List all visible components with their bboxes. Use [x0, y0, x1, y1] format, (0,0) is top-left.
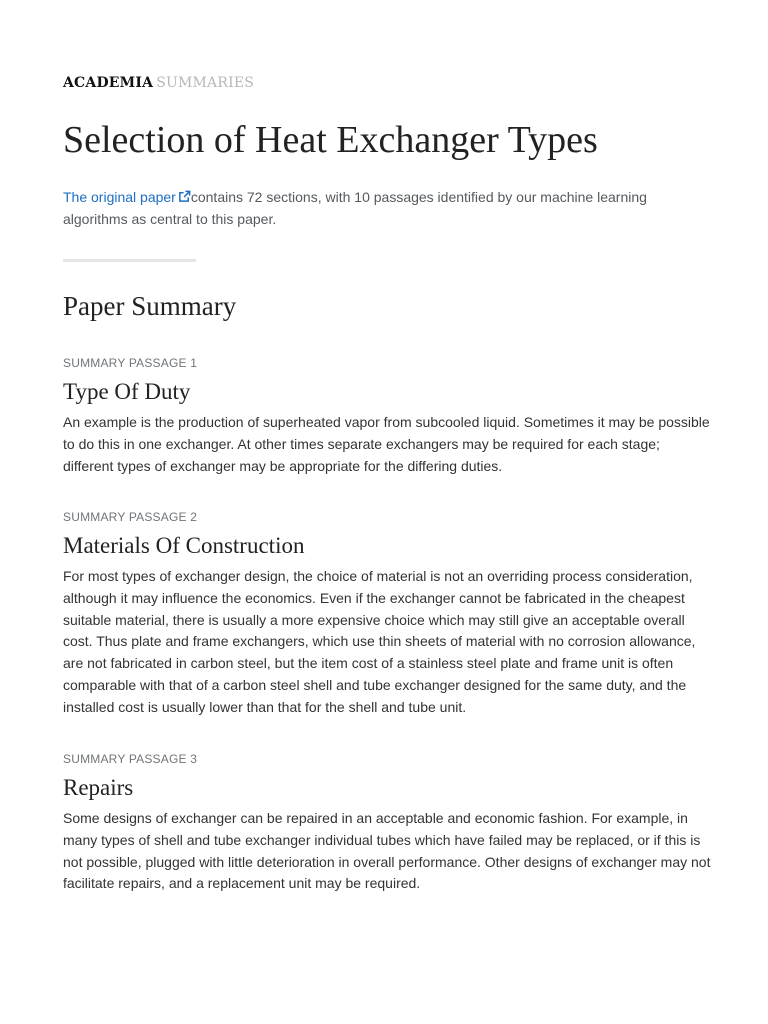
summary-passage — [63, 509, 713, 719]
passage-heading: Type Of Duty — [63, 379, 191, 404]
brand-logo[interactable] — [63, 75, 254, 91]
section-divider — [63, 259, 196, 262]
passage-label: SUMMARY PASSAGE 2 — [63, 510, 198, 524]
original-paper-link[interactable] — [63, 189, 191, 205]
passage-label: SUMMARY PASSAGE 1 — [63, 356, 198, 370]
summary-passage — [63, 355, 713, 477]
passage-body: For most types of exchanger design, the choice of material is not an overriding process consideration, although it may influence the economics. Even if the exchanger cannot be fabricated in the cheapest suitable material, there is usually a more expensive choice which may still give an acceptable overall cost. Thus plate and frame exchangers, which use thin sheets of material with no corrosion allowance, are not fabricated in carbon steel, but the item cost of a stainless steel plate and frame unit is often comparable with that of a carbon steel shell and tube exchanger designed for the same duty, and the installed cost is usually lower than that for the shell and tube unit. — [63, 568, 696, 715]
intro-description: contains 72 sections, with 10 passages identified by our machine learning algorithms as central to this paper. — [63, 189, 647, 227]
passage-body: Some designs of exchanger can be repaired in an acceptable and economic fashion. For example, in many types of shell and tube exchanger individual tubes which have failed may be replaced, or if this is not possible, plugged with little deterioration in overall performance. Other designs of exchanger may not facilitate repairs, and a replacement unit may be required. — [63, 810, 711, 892]
brand-secondary: SUMMARIES — [156, 75, 255, 91]
section-title: Paper Summary — [63, 291, 237, 321]
passage-label: SUMMARY PASSAGE 3 — [63, 752, 198, 766]
original-paper-link-label: The original paper — [63, 189, 176, 205]
passage-heading: Repairs — [63, 775, 134, 800]
passage-heading: Materials Of Construction — [63, 533, 305, 558]
external-link-icon — [178, 190, 191, 203]
intro-text — [63, 186, 703, 230]
summary-passage — [63, 751, 713, 895]
page-title: Selection of Heat Exchanger Types — [63, 119, 598, 161]
brand-primary: ACADEMIA — [63, 75, 154, 91]
passage-body: An example is the production of superheated vapor from subcooled liquid. Sometimes it may be possible to do this in one exchanger. At other times separate exchangers may be required for each stage; different types of exchanger may be appropriate for the differing duties. — [63, 414, 710, 474]
